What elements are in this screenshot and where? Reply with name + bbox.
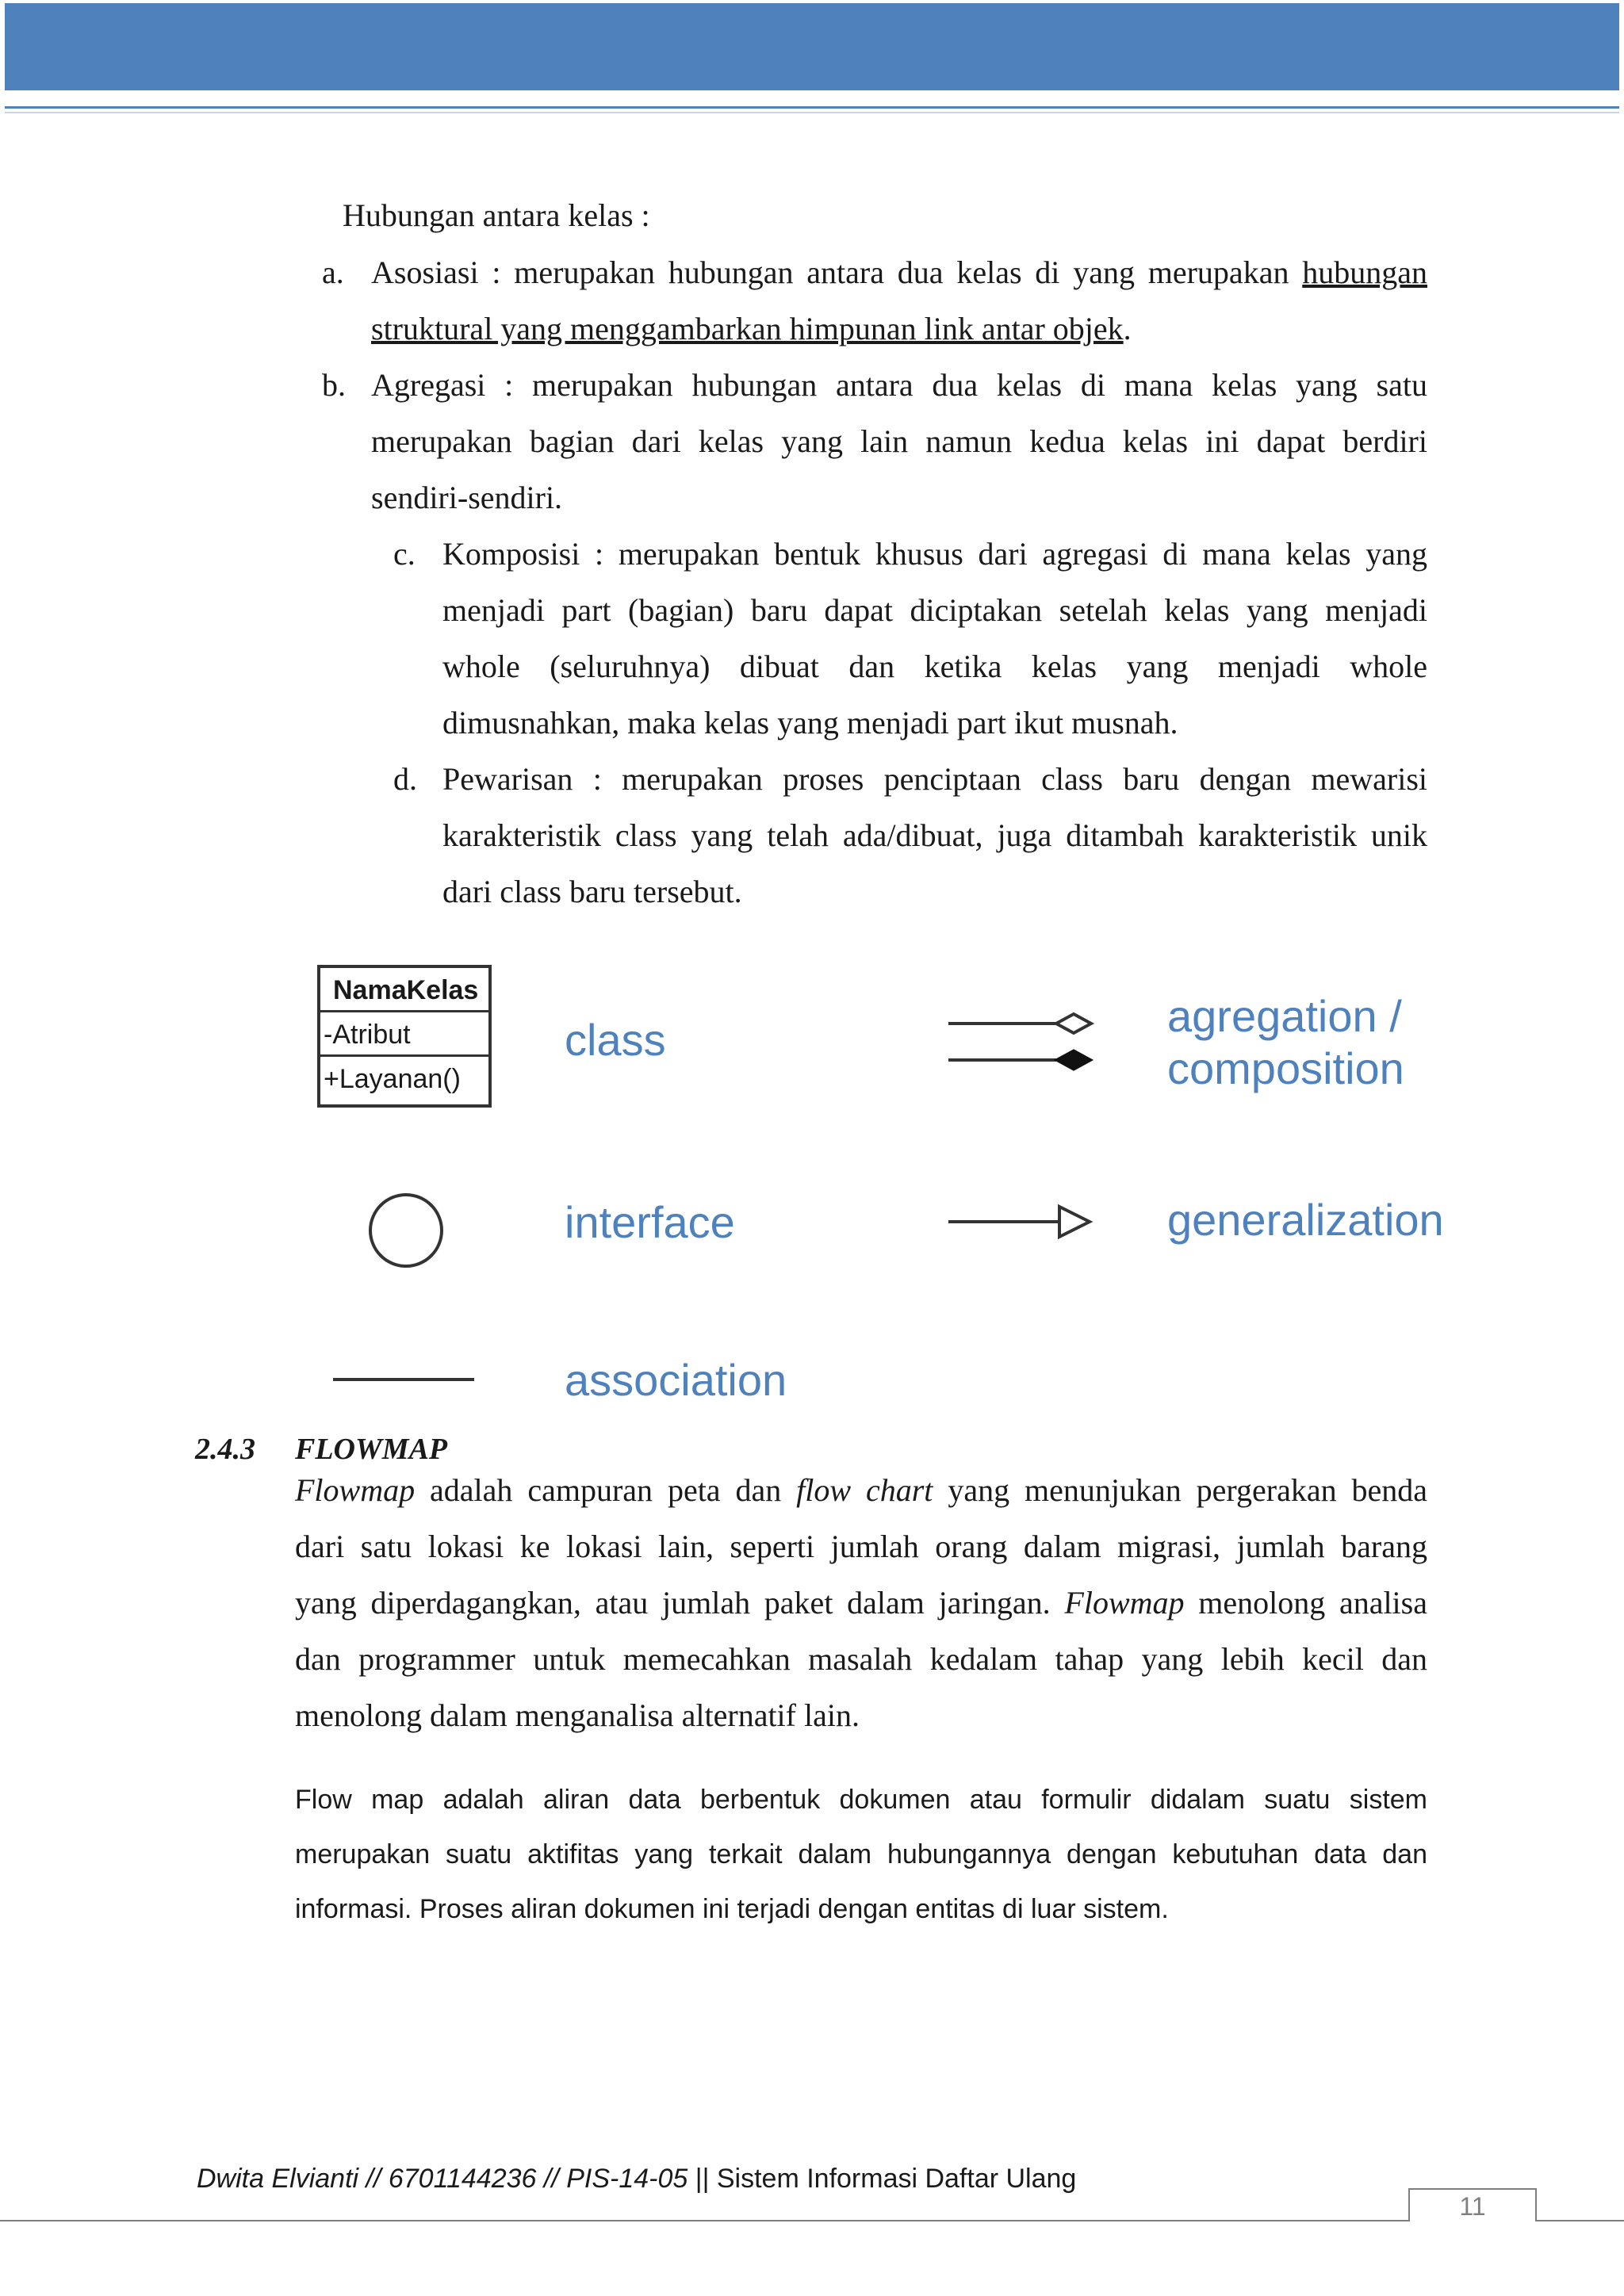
item-c-line-2: menjadi part (bagian) baru dapat diciptakan setelah kelas yang menjadi [442,592,1427,628]
item-a-line-2: struktural yang menggambarkan himpunan link antar objek. [371,311,1132,346]
legend-composition: composition [1167,1043,1404,1093]
item-b-line-3: sendiri-sendiri. [371,480,563,515]
legend-aggregation: agregation / [1167,991,1402,1041]
footer-author: Dwita Elvianti // 6701144236 // PIS-14-05 [197,2164,695,2194]
uml-class-attribute: -Atribut [320,1012,488,1057]
legend-association: association [565,1355,787,1405]
footer-separator: || [695,2164,710,2194]
item-c-line-1: Komposisi : merupakan bentuk khusus dari agregasi di mana kelas yang [442,536,1427,572]
para1-line-5: menolong dalam menganalisa alternatif lain. [295,1697,860,1733]
intro-heading: Hubungan antara kelas : [343,197,650,233]
item-d-line-2: karakteristik class yang telah ada/dibuat, juga ditambah karakteristik unik [442,817,1427,853]
footer-title: Sistem Informasi Daftar Ulang [709,2164,1077,2194]
section-title: FLOWMAP [295,1433,448,1466]
term-flow-chart: flow chart [796,1472,933,1508]
legend-generalization: generalization [1167,1195,1444,1245]
uml-class-operation: +Layanan() [324,1064,461,1094]
term-flowmap: Flowmap [295,1472,416,1508]
para2-line-2: merupakan suatu aktifitas yang terkait dalam hubungannya dengan kebutuhan data dan [295,1839,1427,1869]
para1-line-3: yang diperdagangkan, atau jumlah paket dalam jaringan. Flowmap menolong analisa [295,1585,1427,1621]
section-number: 2.4.3 [195,1433,255,1466]
item-a-line-1: Asosiasi : merupakan hubungan antara dua kelas di yang merupakan hubungan [371,254,1427,290]
legend-class: class [565,1015,666,1065]
interface-symbol [370,1195,442,1266]
item-b-line-2: merupakan bagian dari kelas yang lain namun kedua kelas ini dapat berdiri [371,423,1427,459]
footer-rule [0,2220,1624,2221]
para2-line-1: Flow map adalah aliran data berbentuk dokumen atau formulir didalam suatu sistem [295,1785,1427,1815]
composition-symbol [948,1050,1091,1070]
uml-class-name: NamaKelas [320,968,488,1012]
para1-line-2: dari satu lokasi ke lokasi lain, seperti jumlah orang dalam migrasi, jumlah barang [295,1529,1427,1564]
item-a-marker: a. [322,254,344,290]
generalization-symbol [948,1207,1090,1237]
legend-interface: interface [565,1197,735,1247]
item-d-line-3: dari class baru tersebut. [442,874,742,909]
aggregation-symbol [948,1014,1091,1033]
item-c-line-3: whole (seluruhnya) dibuat dan ketika kelas yang menjadi whole [442,649,1427,684]
term-flowmap-2: Flowmap [1064,1585,1185,1621]
item-d-marker: d. [393,761,417,797]
page-number: 11 [1408,2188,1537,2221]
para1-line-1: Flowmap adalah campuran peta dan flow chart yang menunjukan pergerakan benda [295,1472,1427,1508]
item-b-marker: b. [322,367,346,403]
item-b-line-1: Agregasi : merupakan hubungan antara dua kelas di mana kelas yang satu [371,367,1427,403]
item-a-underlined-1: hubungan [1302,254,1427,290]
item-c-marker: c. [393,536,416,572]
item-c-line-4: dimusnahkan, maka kelas yang menjadi part ikut musnah. [442,705,1178,740]
para2-line-3: informasi. Proses aliran dokumen ini terjadi dengan entitas di luar sistem. [295,1894,1169,1924]
para1-line-4: dan programmer untuk memecahkan masalah kedalam tahap yang lebih kecil dan [295,1641,1427,1677]
item-a-underlined-2: struktural yang menggambarkan himpunan link antar objek [371,311,1124,346]
item-d-line-1: Pewarisan : merupakan proses penciptaan class baru dengan mewarisi [442,761,1427,797]
footer-text [197,2163,1076,2195]
